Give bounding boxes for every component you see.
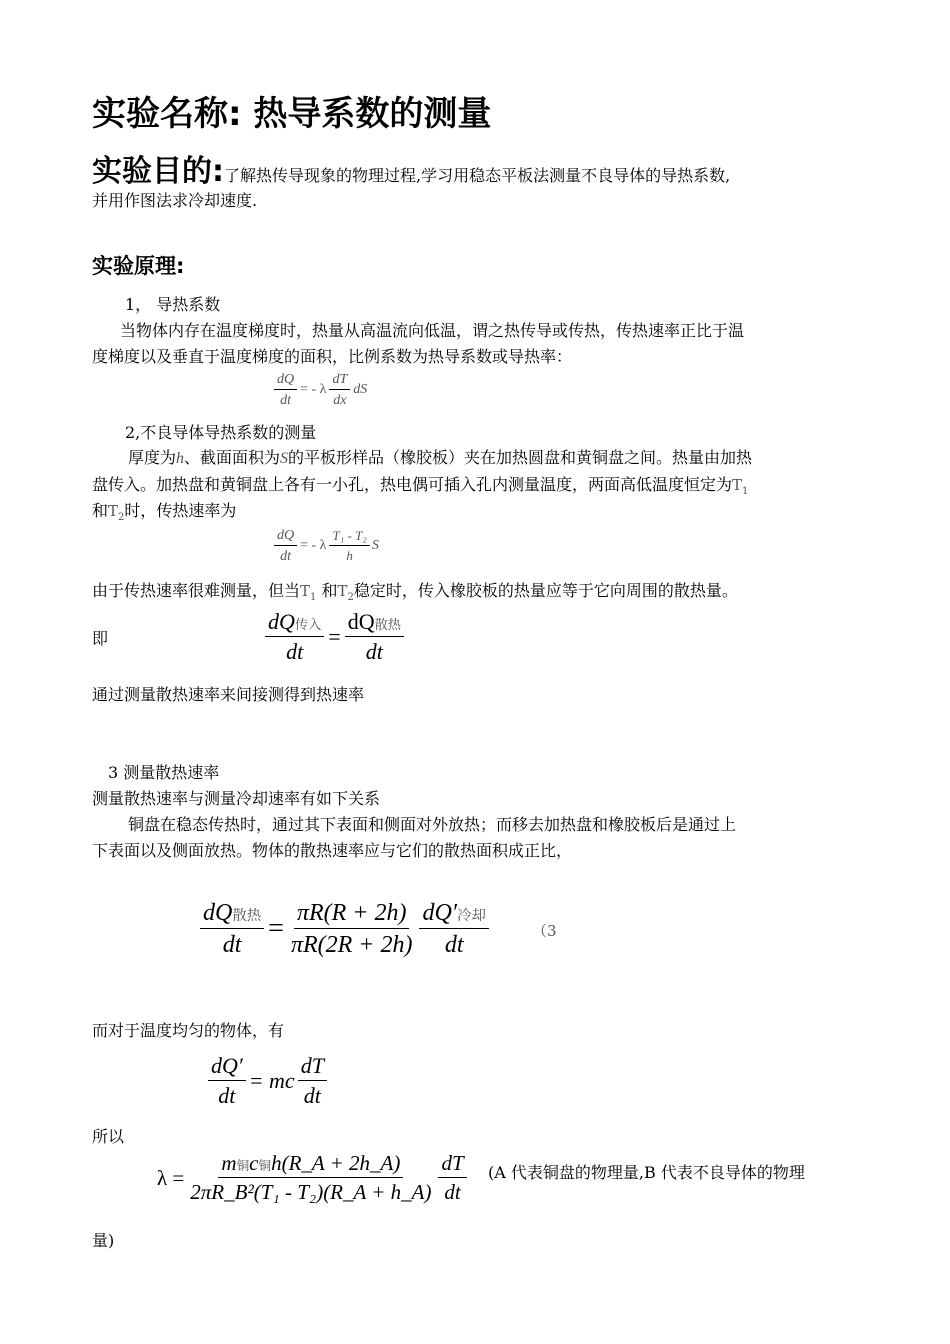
f4-num2: dT [298, 1054, 327, 1081]
formula-ji: $\frac{\text{dQ传入}}{dt}$ = $\frac{\text{dQ散热}}{dt}$ [265, 610, 404, 664]
s2-after-c: 稳定时，传入橡胶板的热量应等于它向周围的散热量。 [353, 581, 738, 600]
f5-sub-tong-2: 铜 [258, 1158, 272, 1173]
s2-l1c: 的平板形样品（橡胶板）夹在加热圆盘和黄铜盘之间。热量由加热 [288, 448, 753, 467]
formula-5 [157, 1152, 467, 1204]
section-2-line-1 [128, 447, 752, 470]
t1-label-2: T [300, 582, 311, 600]
ji-label: 即 [92, 629, 109, 648]
f3-num-c: dQ′ [422, 900, 458, 926]
fj-num: dQ [268, 609, 295, 634]
f5-c: c [249, 1151, 259, 1175]
formula-3: $\frac{\text{dQ散热}}{dt}$ = $\frac{\pi R(R + 2h)}{\pi R(2R + 2h)}$ $\frac{\text{dQ′冷却}}{dt}$ [200, 900, 489, 959]
suoyi-label: 所以 [92, 1127, 125, 1146]
fj-den: dt [286, 639, 304, 665]
f5-lambda: λ = [157, 1165, 185, 1190]
f1-num: dQ [274, 372, 297, 390]
uniform-line: 而对于温度均匀的物体，有 [92, 1021, 285, 1040]
fj-num2: dQ [347, 609, 375, 634]
section-3-heading: 3 测量散热速率 [108, 763, 220, 782]
section-3-line-3: 下表面以及侧面放热。物体的散热速率应与它们的散热面积成正比， [92, 841, 573, 860]
f2-den2: h [346, 548, 353, 564]
t2-label-2: T [337, 582, 348, 600]
f4-den2: dt [303, 1083, 321, 1109]
section-3-line-2: 铜盘在稳态传热时，通过其下表面和侧面对外放热；而移去加热盘和橡胶板后是通过上 [128, 815, 737, 834]
f1-ds: dS [353, 382, 368, 398]
principle-heading: 实验原理: [92, 254, 185, 278]
f4-den: dt [218, 1083, 236, 1109]
f5-num-rest: h(R_A + 2h_A) [271, 1151, 401, 1175]
section-1-line-1: 当物体内存在温度梯度时，热量从高温流向低温，谓之热传导或传热，传热速率正比于温 [120, 321, 745, 340]
t2-sub: 2 [118, 512, 125, 524]
s2-l3b: 时，传热速率为 [124, 501, 237, 520]
f2-den: dt [280, 549, 291, 565]
f5-den2: dt [444, 1180, 461, 1205]
t2-label: T [108, 502, 119, 520]
purpose-line-2: 并用作图法求冷却速度. [92, 191, 258, 210]
formula-1 [274, 372, 367, 409]
f3-sub-lengque: 冷却 [457, 908, 486, 924]
f5-den: 2πR_B²(T₁ - T₂)(R_A + h_A) [190, 1180, 432, 1205]
f3-den-a: dt [222, 932, 242, 959]
section-2-line-3 [92, 500, 236, 522]
f3-den-b: πR(2R + 2h) [290, 932, 413, 959]
t1-label: T [732, 476, 743, 494]
f5-m: m [221, 1151, 237, 1175]
s2-after-a: 由于传热速率很难测量，但当 [92, 581, 301, 600]
f2-s: S [371, 538, 379, 554]
t1-sub-2: 1 [310, 592, 317, 604]
f2-eq: = - λ [300, 538, 327, 554]
purpose-line-1: 了解热传导现象的物理过程,学习用稳态平板法测量不良导体的导热系数, [224, 166, 731, 185]
f2-num2: T₁ - T₂ [329, 529, 369, 546]
purpose-heading: 实验目的: [92, 154, 224, 189]
t1-sub: 1 [742, 486, 749, 498]
formula-2 [274, 528, 379, 565]
section-3-line-1: 测量散热速率与测量冷却速率有如下关系 [92, 789, 381, 808]
t2-sub-2: 2 [347, 592, 354, 604]
section-1-line-2: 度梯度以及垂直于温度梯度的面积，比例系数为热导系数或导热率： [92, 347, 573, 366]
f2-num: dQ [274, 528, 297, 546]
purpose-paragraph [92, 146, 730, 190]
f4-num: dQ′ [208, 1054, 246, 1081]
s2-l1b: 、截面面积为 [184, 448, 281, 467]
f3-num-a: dQ [203, 900, 233, 926]
f3-num-b: πR(R + 2h) [294, 900, 410, 929]
conclusion-line: 通过测量散热速率来间接测得到热速率 [92, 685, 365, 704]
section-1-heading: 1， 导热系数 [125, 295, 221, 314]
f1-num2: dT [329, 372, 350, 390]
f5-num2: dT [438, 1152, 466, 1178]
page-title: 实验名称: 热导系数的测量 [92, 94, 492, 134]
s2-l1a: 厚度为 [128, 448, 177, 467]
section-2-line-2 [92, 474, 748, 496]
f1-den2: dx [333, 393, 347, 409]
var-h: h [176, 450, 185, 467]
s2-l3a: 和 [92, 501, 109, 520]
note-line-2: 量) [92, 1231, 115, 1250]
section-2-heading: 2,不良导体导热系数的测量 [125, 423, 317, 442]
formula-4 [208, 1054, 327, 1108]
note-line-1: (A 代表铜盘的物理量,B 代表不良导体的物理 [488, 1163, 805, 1182]
var-s: S [280, 450, 289, 467]
f3-sub-sanre: 散热 [232, 908, 262, 924]
fj-sub-sanre: 散热 [374, 618, 401, 633]
fj-sub-chuanru: 传入 [294, 618, 322, 633]
f3-den-c: dt [444, 932, 464, 959]
fj-den2: dt [365, 639, 383, 665]
section-2-after-line [92, 580, 738, 602]
s2-l2a: 盘传入。加热盘和黄铜盘上各有一小孔，热电偶可插入孔内测量温度，两面高低温度恒定为 [92, 475, 733, 494]
s2-after-b: 和 [321, 581, 338, 600]
f5-sub-tong-1: 铜 [236, 1158, 250, 1173]
f1-den: dt [280, 393, 291, 409]
f4-mc: = mc [248, 1068, 295, 1094]
f1-eq: = - λ [300, 382, 327, 398]
equation-tag-3: （3 [532, 922, 557, 940]
